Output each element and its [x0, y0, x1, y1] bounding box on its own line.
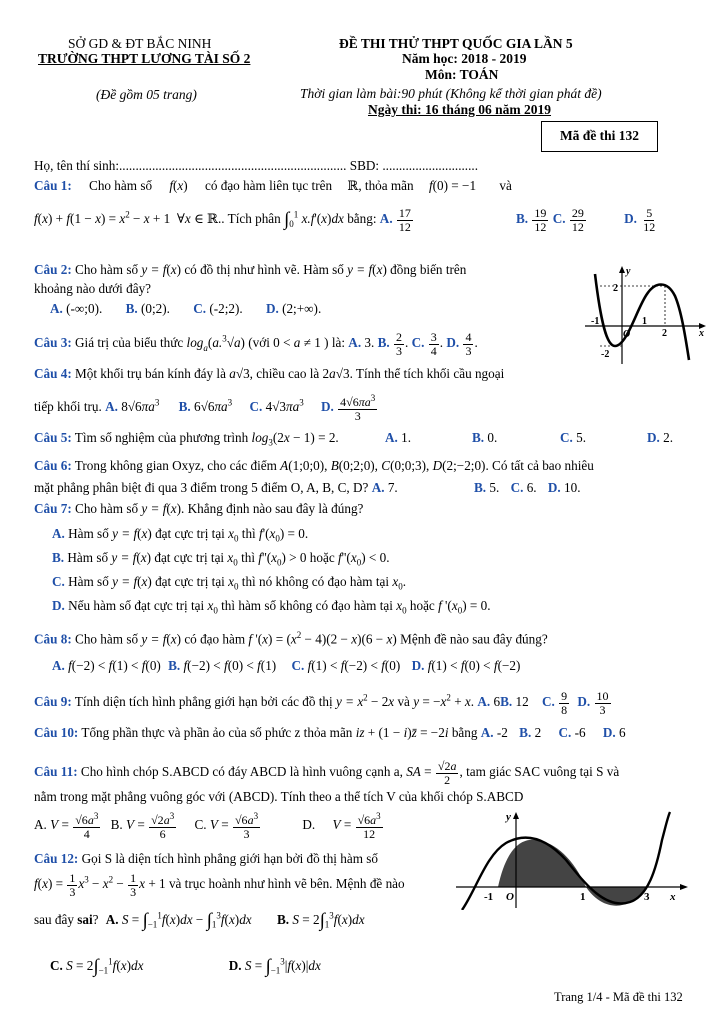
question-8: Câu 8: Cho hàm số y = f(x) có đạo hàm f '$(x) = (x^2 - 4)(2 - x)(6 - x)$ Mệnh đề nào sau đây đúng?	[34, 630, 548, 647]
question-1-line1: Câu 1: Cho hàm số f(x) có đạo hàm liên tục trên ℝ, thỏa mãn f(0) = −1 và	[34, 178, 512, 193]
graph1-tick-1x: 1	[642, 316, 647, 327]
question-5-options: A. 1.	[385, 430, 412, 445]
q1-label: Câu 1:	[34, 178, 72, 193]
question-9: Câu 9: Tính diện tích hình phẳng giới hạn bởi các đồ thị $y = x^2 - 2x$ và $y = -x^2 + x$. A. 6B. 12 C. $\frac{9}{8}$ D. $\frac{10}{3}$	[34, 689, 609, 717]
question-11-line1: Câu 11: Cho hình chóp S.ABCD có đáy ABCD là hình vuông cạnh a, SA = $\frac{√2a}{2}$ , tam giác SAC vuông tại S và	[34, 759, 620, 787]
student-info-line: Họ, tên thí sinh:..................................................................... SBD: .............................	[34, 158, 478, 173]
question-7-option-a: A. Hàm số y = f(x) đạt cực trị tại $x_0$ thì $f'(x_0) = 0$.	[52, 526, 309, 544]
graph2-tick-1: 1	[580, 891, 586, 903]
graph1-x-label: x	[699, 328, 704, 339]
question-12-line4: C. $S = 2\int_{-1}^1f(x)dx$ D. $S = \int_{-1}^3|f(x)|dx$	[50, 956, 321, 977]
page-count-note: (Đề gồm 05 trang)	[96, 87, 197, 102]
question-2-line2: khoảng nào dưới đây?	[34, 281, 152, 296]
exam-code-box: Mã đề thi 132	[541, 121, 658, 152]
question-7: Câu 7: Cho hàm số y = f(x). Khẳng định nào sau đây là đúng?	[34, 501, 364, 516]
page-footer: Trang 1/4 - Mã đề thi 132	[554, 990, 683, 1004]
question-3: Câu 3: Giá trị của biểu thức $\log_a(a.^3√a)$ (với 0 < a ≠ 1 ) là: A. 3. B. $\frac{2}{3}$ . C. $\frac{3}{4}$ . D. $\frac{4}{3}$ .	[34, 330, 478, 358]
graph2-tick-neg1: -1	[484, 891, 494, 903]
graph1-tick-2y: 2	[613, 283, 618, 294]
question-12-line1: Câu 12: Gọi S là diện tích hình phẳng giới hạn bởi đồ thị hàm số	[34, 851, 378, 866]
question-5: Câu 5: Tìm số nghiệm của phương trình $\log_3(2x - 1) = 2$.	[34, 430, 339, 448]
question-1-options-right: B. $\frac{19}{12}$ C. $\frac{29}{12}$ D. $\frac{5}{12}$	[516, 206, 656, 234]
graph1-y-label: y	[626, 266, 631, 277]
graph1-origin-label: O	[623, 329, 631, 340]
question-4-line1: Câu 4: Một khối trụ bán kính đáy là a√3, chiều cao là 2a√3. Tính thể tích khối cầu ngoại	[34, 366, 505, 381]
question-7-option-d: D. Nếu hàm số đạt cực trị tại $x_0$ thì hàm số không có đạo hàm tại $x_0$ hoặc f '$(x_0) = 0$.	[52, 598, 491, 616]
question-12-line3: sau đây sai? A. $S = \int_{-1}^1f(x)dx - \int_1^3f(x)dx$ B. $S = 2\int_1^3f(x)dx$	[34, 910, 365, 931]
question-6-line2: mặt phẳng phân biệt đi qua 3 điểm trong 5 điểm O, A, B, C, D? A. 7.	[34, 480, 398, 495]
question-11-line2: nằm trong mặt phẳng vuông góc với (ABCD). Tính theo a thể tích V của khối chóp S.ABCD	[34, 789, 524, 804]
subject: Môn: TOÁN	[425, 67, 499, 82]
question-12-graph	[456, 810, 691, 910]
question-6-line1: Câu 6: Trong không gian Oxyz, cho các điểm A(1;0;0), B(0;2;0), C(0;0;3), D(2;−2;0). Có tất cả bao nhiêu	[34, 458, 594, 473]
question-2-options: A. (-∞;0). B. (0;2). C. (-2;2). D. (2;+∞).	[50, 301, 322, 316]
graph1-tick-neg2y: -2	[601, 349, 610, 360]
graph2-y-label: y	[506, 811, 511, 823]
exam-duration: Thời gian làm bài:90 phút (Không kể thời gian phát đề)	[300, 86, 602, 101]
question-2-line1: Câu 2: Cho hàm số y = f(x) có đồ thị như hình vẽ. Hàm số y = f(x) đồng biến trên	[34, 262, 467, 277]
exam-title: ĐỀ THI THỬ THPT QUỐC GIA LẦN 5	[339, 36, 573, 51]
question-7-option-c: C. Hàm số y = f(x) đạt cực trị tại $x_0$ thì nó không có đạo hàm tại $x_0$.	[52, 574, 406, 592]
question-12-line2: f(x) = $\frac{1}{3}$ $x^3 - x^2$ − $\frac{1}{3}$ x + 1 và trục hoành như hình vẽ bên. Mệnh đề nào	[34, 871, 405, 899]
question-8-options: A. f(−2) < f(1) < f(0) B. f(−2) < f(0) < f(1) C. f(1) < f(−2) < f(0) D. f(1) < f(0) < f(−2)	[52, 658, 521, 673]
school-department: SỞ GD & ĐT BẮC NINH	[68, 36, 212, 51]
question-1-line2: $f(x) + f(1 - x) = x^2 - x + 1$ ∀x ∈ ℝ.. Tích phân $\int_0^1$ x.f'(x)dx bằng: A. $\frac{17}{12}$	[34, 206, 411, 234]
graph1-tick-neg1x: -1	[591, 316, 600, 327]
graph2-x-label: x	[670, 891, 676, 903]
school-year: Năm học: 2018 - 2019	[402, 51, 527, 66]
question-2-graph	[585, 264, 710, 366]
question-11-options: A. V = $\frac{√6a^3}{4}$ B. V = $\frac{√2a^3}{6}$ C. V = $\frac{√6a^3}{3}$ D. V = $\frac{√6a^3}{12}$	[34, 811, 381, 841]
graph2-tick-3: 3	[644, 891, 650, 903]
question-10: Câu 10: Tổng phần thực và phần ảo của số phức z thỏa mãn iz + (1 − i)z̄ = −2i bằng A. -2 B. 2 C. -6 D. 6	[34, 725, 626, 740]
exam-date: Ngày thi: 16 tháng 06 năm 2019	[368, 102, 552, 117]
question-4-line2: tiếp khối trụ. A. $8√6\pi a^3$ B. $6√6\pi a^3$ C. $4√3\pi a^3$ D. $\frac{4√6\pi a^3}{3}$	[34, 393, 376, 423]
question-7-option-b: B. Hàm số y = f(x) đạt cực trị tại $x_0$ thì $f''(x_0) > 0$ hoặc $f''(x_0) < 0$.	[52, 550, 390, 568]
graph2-origin-label: O	[506, 891, 514, 903]
school-name: TRƯỜNG THPT LƯƠNG TÀI SỐ 2	[38, 51, 251, 66]
graph1-tick-2x: 2	[662, 328, 667, 339]
